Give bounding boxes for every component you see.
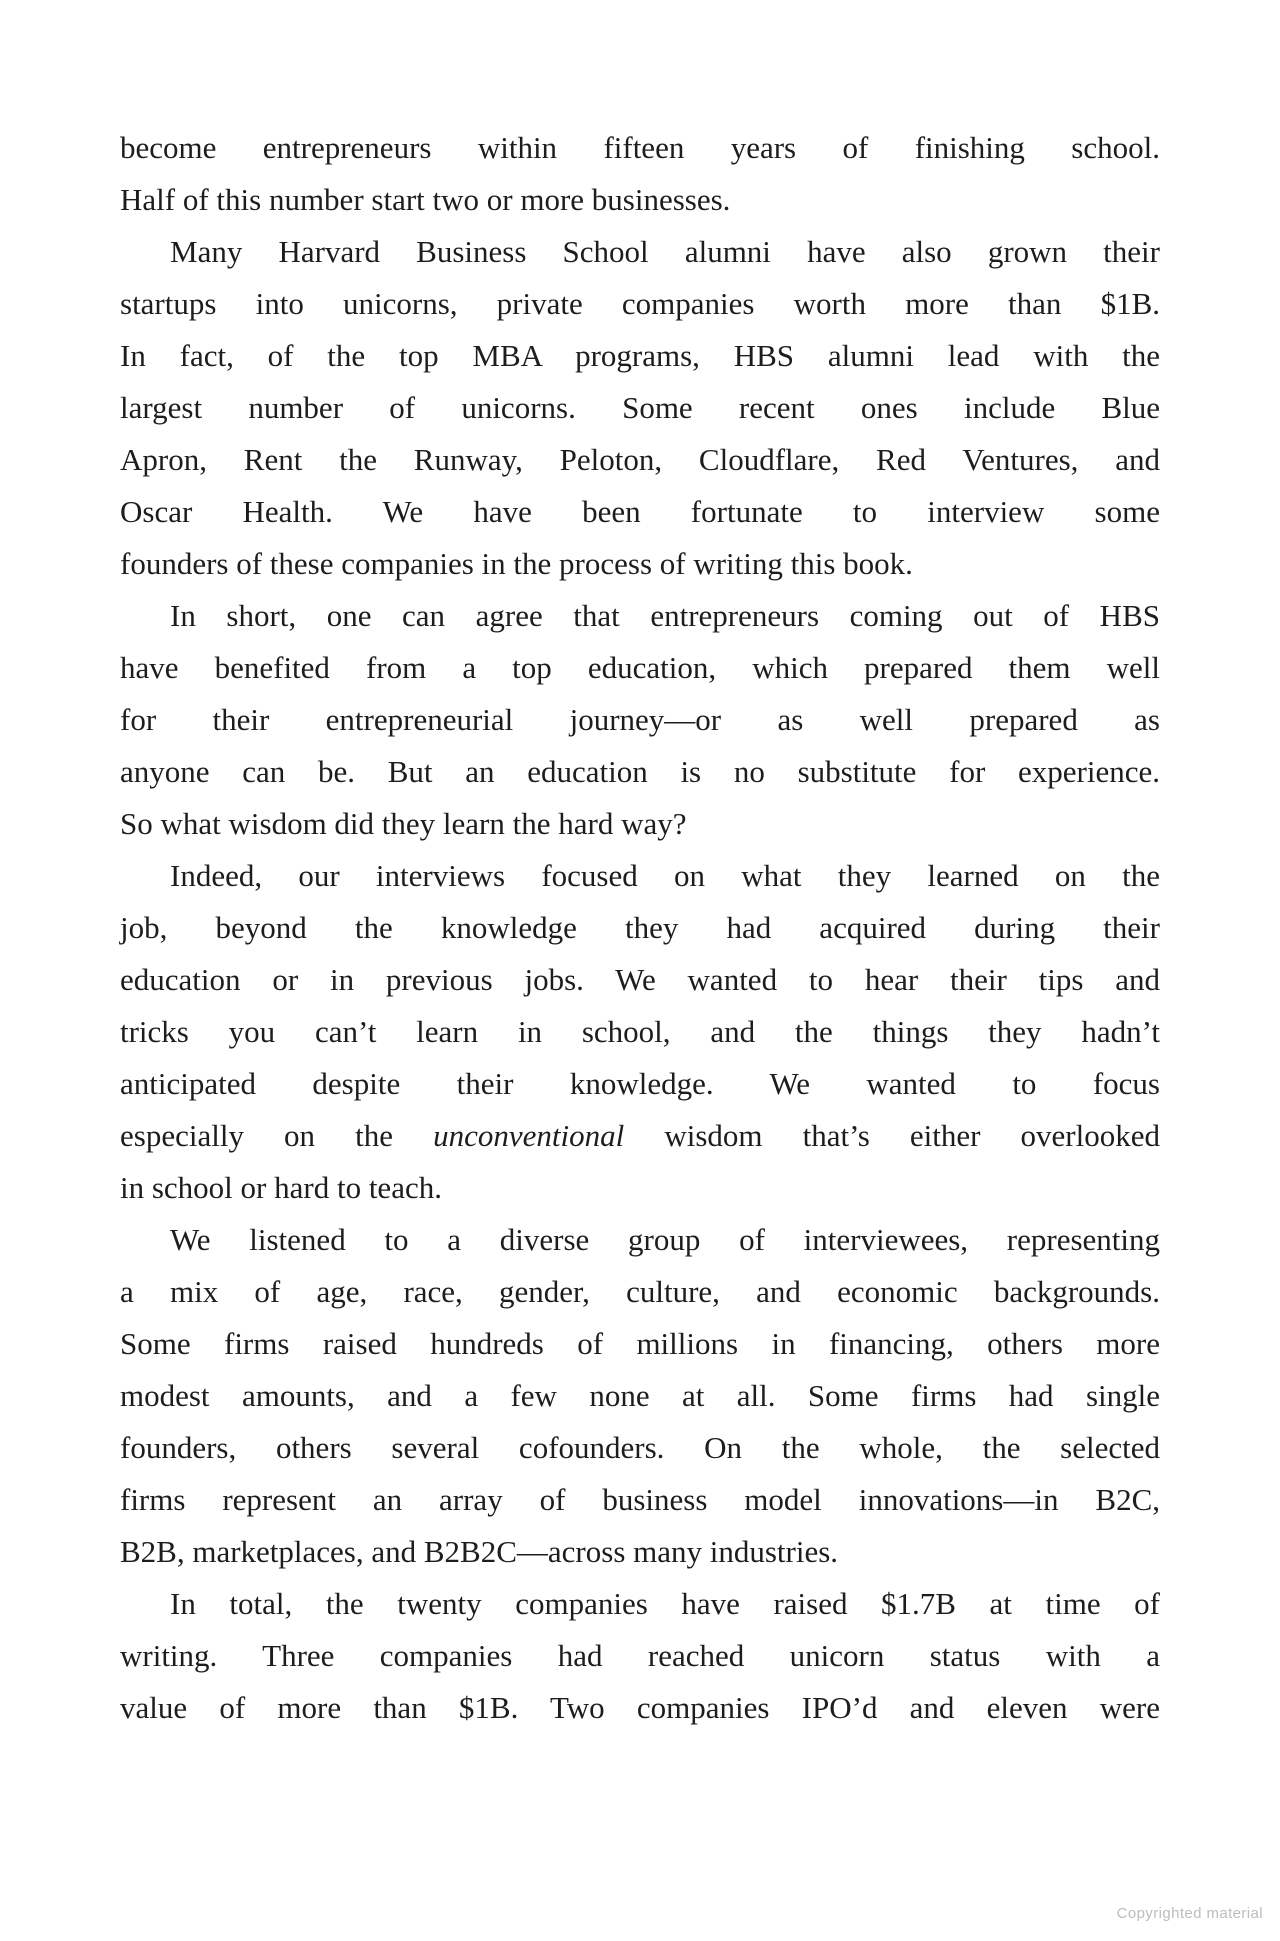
text-line: Apron, Rent the Runway, Peloton, Cloudflare, Red Ventures, and xyxy=(120,442,1160,477)
text-line: anticipated despite their knowledge. We wanted to focus xyxy=(120,1066,1160,1101)
text-line: value of more than $1B. Two companies IPO’d and eleven were xyxy=(120,1690,1160,1725)
text-line: in school or hard to teach. xyxy=(120,1170,442,1205)
text-line: startups into unicorns, private companies worth more than $1B. xyxy=(120,286,1160,321)
text-line: founders, others several cofounders. On the whole, the selected xyxy=(120,1430,1160,1465)
text-line: have benefited from a top education, which prepared them well xyxy=(120,650,1160,685)
text-line: job, beyond the knowledge they had acquired during their xyxy=(120,910,1160,945)
text-line: In fact, of the top MBA programs, HBS alumni lead with the xyxy=(120,338,1160,373)
text-line: a mix of age, race, gender, culture, and economic backgrounds. xyxy=(120,1274,1160,1309)
text-line: In total, the twenty companies have raised $1.7B at time of xyxy=(170,1586,1160,1621)
text-line: Some firms raised hundreds of millions in financing, others more xyxy=(120,1326,1160,1361)
text-line: firms represent an array of business model innovations—in B2C, xyxy=(120,1482,1160,1517)
text-line: especially on the unconventional wisdom that’s either overlooked xyxy=(120,1118,1160,1153)
text-line: modest amounts, and a few none at all. Some firms had single xyxy=(120,1378,1160,1413)
text-line: Indeed, our interviews focused on what they learned on the xyxy=(170,858,1160,893)
text-line: Many Harvard Business School alumni have also grown their xyxy=(170,234,1160,269)
text-line: for their entrepreneurial journey—or as well prepared as xyxy=(120,702,1160,737)
text-line: Half of this number start two or more businesses. xyxy=(120,182,731,217)
text-line: anyone can be. But an education is no substitute for experience. xyxy=(120,754,1160,789)
copyright-watermark: Copyrighted material xyxy=(1116,1905,1263,1922)
text-line: education or in previous jobs. We wanted to hear their tips and xyxy=(120,962,1160,997)
text-line: writing. Three companies had reached unicorn status with a xyxy=(120,1638,1160,1673)
text-line: Oscar Health. We have been fortunate to interview some xyxy=(120,494,1160,529)
text-line: largest number of unicorns. Some recent ones include Blue xyxy=(120,390,1160,425)
text-line: tricks you can’t learn in school, and the things they hadn’t xyxy=(120,1014,1160,1049)
text-line: become entrepreneurs within fifteen years of finishing school. xyxy=(120,130,1160,165)
page-text xyxy=(120,122,1160,1734)
text-line: So what wisdom did they learn the hard way? xyxy=(120,806,687,841)
text-line: founders of these companies in the process of writing this book. xyxy=(120,546,913,581)
text-line: In short, one can agree that entrepreneurs coming out of HBS xyxy=(170,598,1160,633)
text-line: B2B, marketplaces, and B2B2C—across many industries. xyxy=(120,1534,839,1569)
text-line: We listened to a diverse group of interviewees, representing xyxy=(170,1222,1160,1257)
